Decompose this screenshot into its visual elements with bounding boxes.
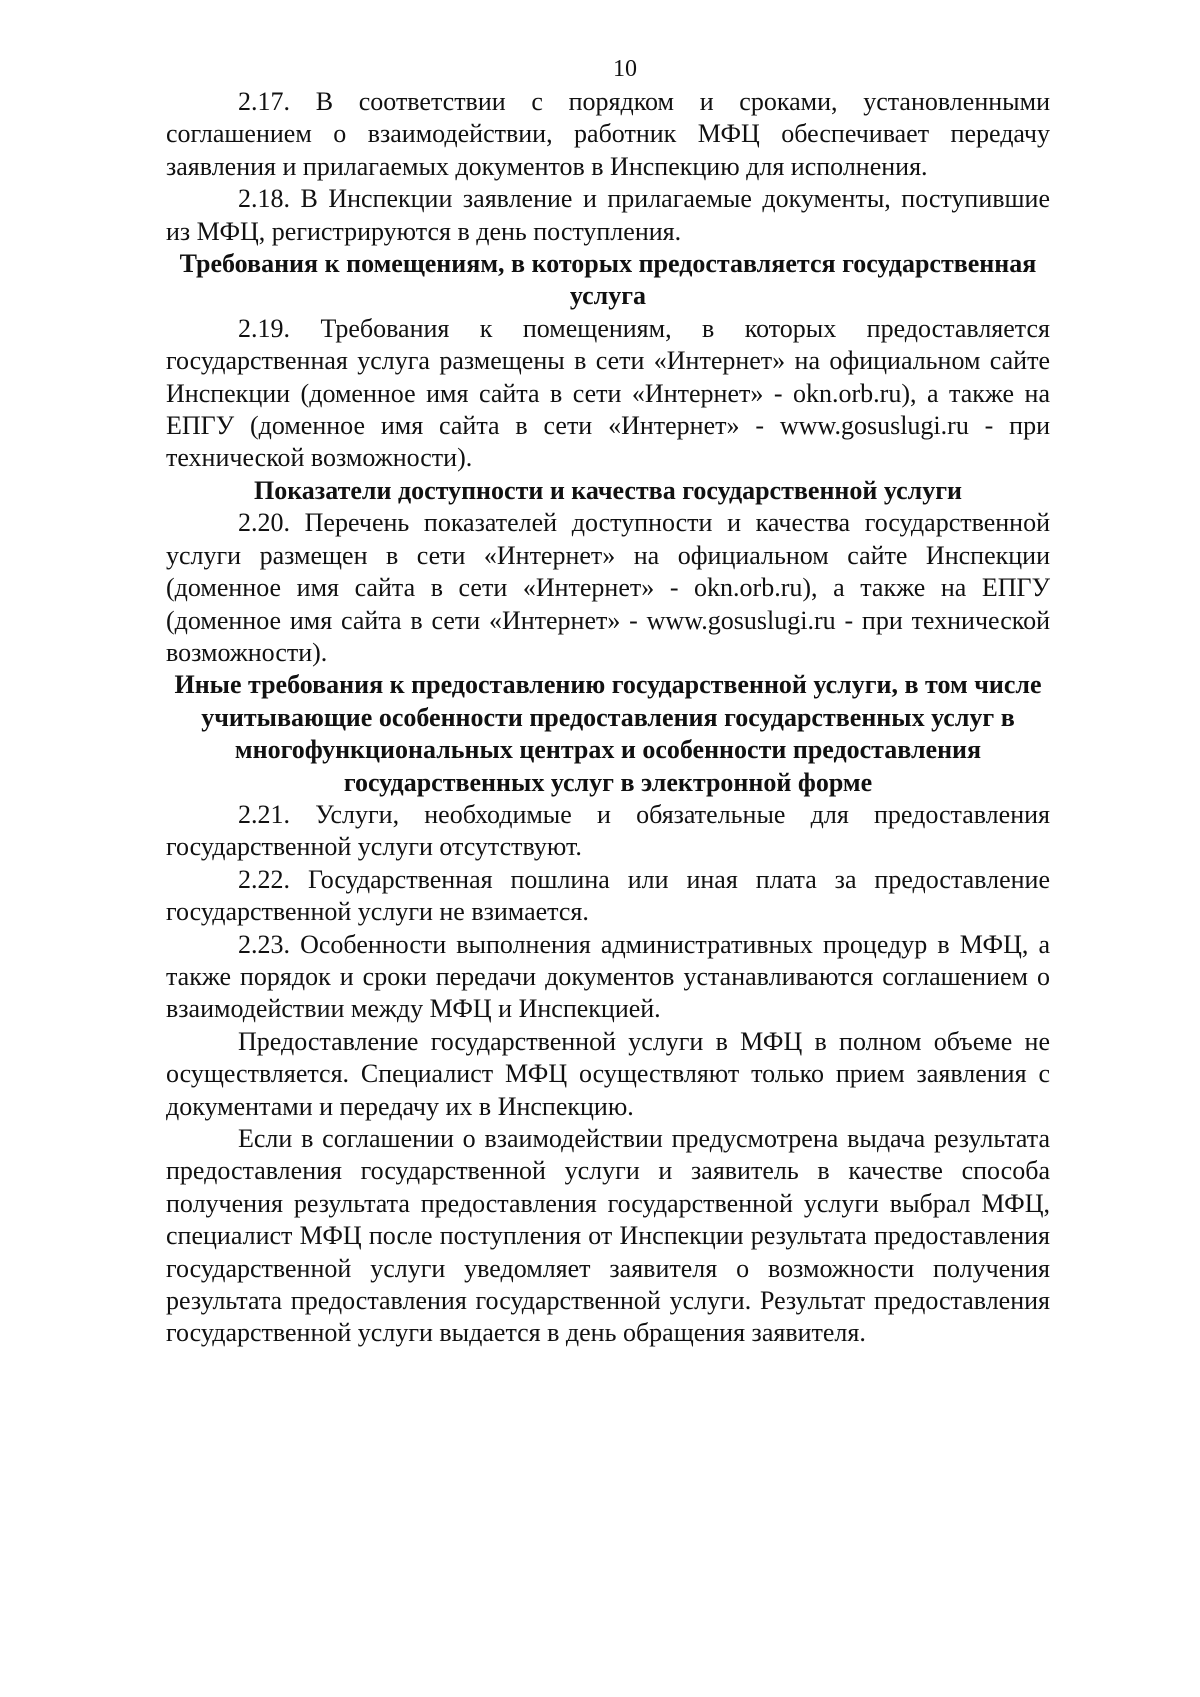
paragraph-2-21: 2.21. Услуги, необходимые и обязательные для предоставления государственной услуги отсутствуют. <box>166 799 1050 862</box>
paragraph-2-22: 2.22. Государственная пошлина или иная плата за предоставление государственной услуги не взимается. <box>166 864 1050 927</box>
heading-other-requirements: Иные требования к предоставлению государственной услуги, в том числе учитывающие особенности предоставления государственных услуг в многофункциональных центрах и особенности предоставления государственных услуг в электронной форме <box>174 670 1042 797</box>
heading-premises-requirements: Требования к помещениям, в которых предоставляется государственная услуга <box>179 249 1037 311</box>
paragraph-mfc-result: Если в соглашении о взаимодействии предусмотрена выдача результата предоставления государственной услуги и заявитель в качестве способа получения результата предоставления государственной услуги выбрал МФЦ, специалист МФЦ после поступления от Инспекции результата предоставления государственной услуги уведомляет заявителя о возможности получения результата предоставления государственной услуги. Результат предоставления государственной услуги выдается в день обращения заявителя. <box>166 1124 1050 1348</box>
paragraph-2-18: 2.18. В Инспекции заявление и прилагаемые документы, поступившие из МФЦ, регистрируются в день поступления. <box>166 184 1050 246</box>
document-page <box>166 52 1050 1350</box>
heading-accessibility-indicators: Показатели доступности и качества государственной услуги <box>253 475 963 505</box>
paragraph-2-19: 2.19. Требования к помещениям, в которых предоставляется государственная услуга размещены в сети «Интернет» на официальном сайте Инспекции (доменное имя сайта в сети «Интернет» - okn.orb.ru), а также на ЕПГУ (доменное имя сайта в сети «Интернет» - www.gosuslugi.ru - при технической возможности). <box>166 313 1050 473</box>
page-number: 10 <box>613 56 637 82</box>
paragraph-2-20: 2.20. Перечень показателей доступности и качества государственной услуги размещен в сети «Интернет» на официальном сайте Инспекции (доменное имя сайта в сети «Интернет» - okn.orb.ru), а также на ЕПГУ (доменное имя сайта в сети «Интернет» - www.gosuslugi.ru - при технической возможности). <box>166 508 1050 667</box>
paragraph-mfc-scope: Предоставление государственной услуги в МФЦ в полном объеме не осуществляется. Специалист МФЦ осуществляют только прием заявления с документами и передачу их в Инспекцию. <box>166 1026 1050 1121</box>
paragraph-2-17: 2.17. В соответствии с порядком и сроками, установленными соглашением о взаимодействии, работник МФЦ обеспечивает передачу заявления и прилагаемых документов в Инспекцию для исполнения. <box>166 87 1050 181</box>
paragraph-2-23: 2.23. Особенности выполнения административных процедур в МФЦ, а также порядок и сроки передачи документов устанавливаются соглашением о взаимодействии между МФЦ и Инспекцией. <box>166 929 1050 1024</box>
